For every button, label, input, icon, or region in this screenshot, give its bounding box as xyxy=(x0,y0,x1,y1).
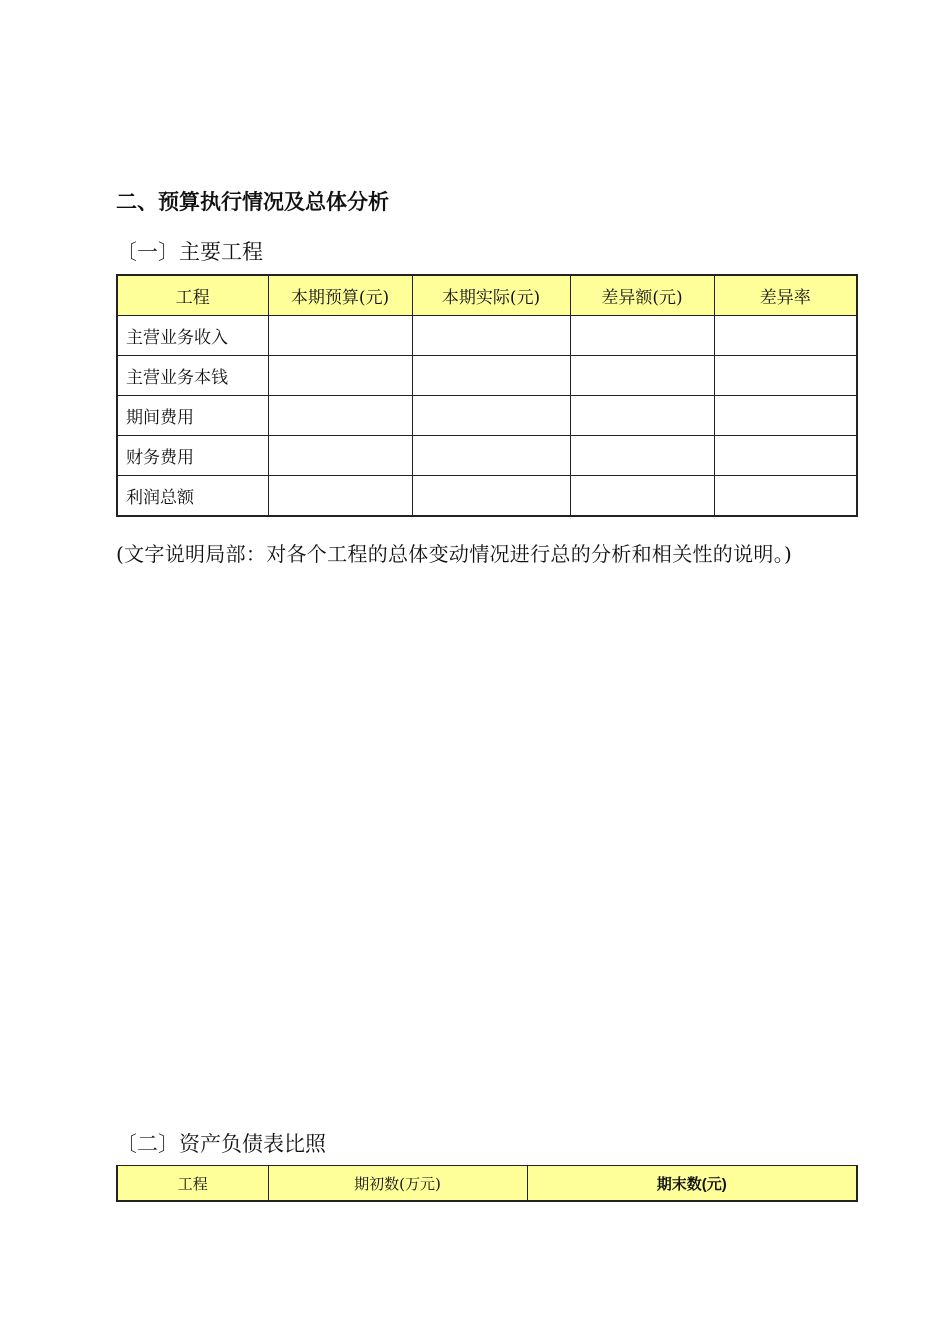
table-row xyxy=(117,436,857,476)
explanatory-note: (文字说明局部：对各个工程的总体变动情况进行总的分析和相关性的说明。) xyxy=(116,542,793,566)
balance-sheet-table xyxy=(116,1165,858,1202)
table-cell xyxy=(412,436,570,476)
table-cell xyxy=(570,316,714,356)
row-label: 主营业务收入 xyxy=(117,316,268,356)
table-cell xyxy=(412,316,570,356)
table-cell xyxy=(714,356,857,396)
table-cell xyxy=(268,356,412,396)
subsection-title-main-items: 〔一〕主要工程 xyxy=(116,240,263,264)
table-cell xyxy=(714,316,857,356)
table-cell xyxy=(570,436,714,476)
table-cell xyxy=(714,476,857,517)
table-cell xyxy=(268,316,412,356)
table-header-row xyxy=(117,275,857,316)
header-opening-balance: 期初数(万元) xyxy=(268,1166,527,1202)
header-difference: 差异额(元) xyxy=(570,275,714,316)
table-row xyxy=(117,476,857,517)
row-label: 财务费用 xyxy=(117,436,268,476)
table-row xyxy=(117,356,857,396)
row-label: 期间费用 xyxy=(117,396,268,436)
table-cell xyxy=(570,396,714,436)
table-cell xyxy=(268,436,412,476)
table-header-row xyxy=(117,1166,857,1202)
table-cell xyxy=(714,436,857,476)
table-cell xyxy=(268,476,412,517)
table-cell xyxy=(412,476,570,517)
section-title: 二、预算执行情况及总体分析 xyxy=(116,190,389,214)
header-item: 工程 xyxy=(117,275,268,316)
header-difference-rate: 差异率 xyxy=(714,275,857,316)
row-label: 利润总额 xyxy=(117,476,268,517)
table-cell xyxy=(412,356,570,396)
subsection-title-balance-sheet: 〔二〕资产负债表比照 xyxy=(116,1132,326,1156)
header-item: 工程 xyxy=(117,1166,268,1202)
table-cell xyxy=(412,396,570,436)
header-closing-balance: 期末数(元) xyxy=(527,1166,857,1202)
main-items-table xyxy=(116,274,858,517)
header-actual: 本期实际(元) xyxy=(412,275,570,316)
row-label: 主营业务本钱 xyxy=(117,356,268,396)
table-row xyxy=(117,316,857,356)
table-cell xyxy=(570,476,714,517)
table-cell xyxy=(570,356,714,396)
header-budget: 本期预算(元) xyxy=(268,275,412,316)
table-row xyxy=(117,396,857,436)
table-cell xyxy=(714,396,857,436)
table-cell xyxy=(268,396,412,436)
